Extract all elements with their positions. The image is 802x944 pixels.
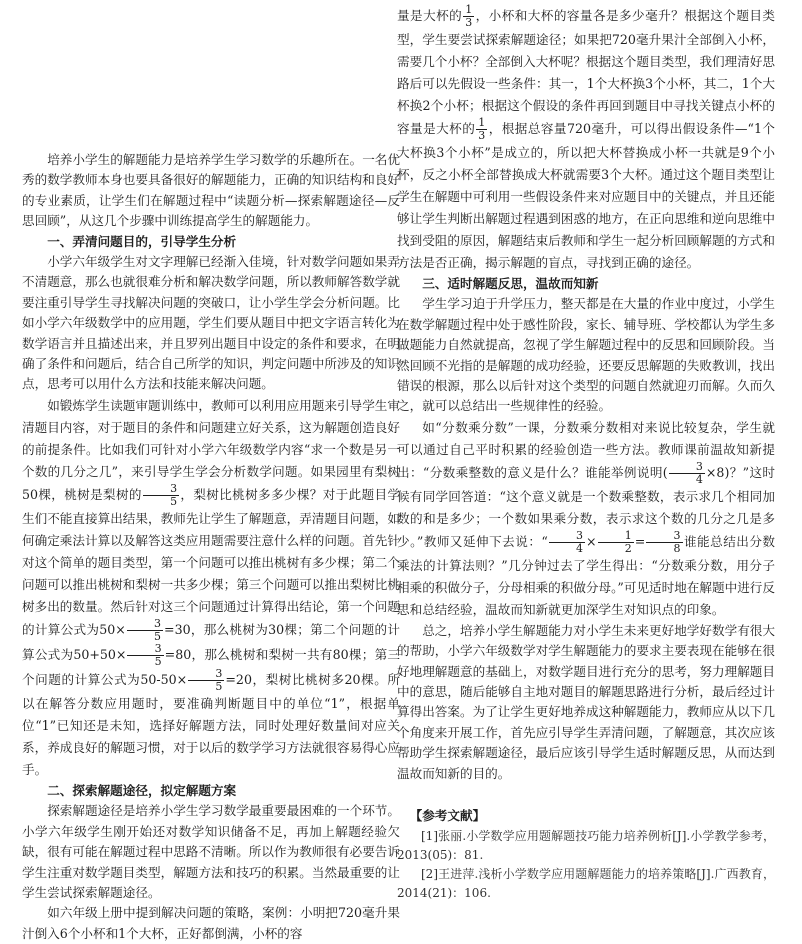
lesson-text-e: 谁能总结出分数乘法的计算法则？”几分钟过去了学生得出：“分数乘分数，用分子相乘的积做分子，分母相乘的积做分母。”可见适时地在解题中进行反思和总结经验，温故而知新就更加深学生对知识点的印象。 (397, 533, 776, 617)
section-heading-3: 三、适时解题反思，温故而知新 (422, 276, 599, 291)
reference-2: [2]王进萍.浅析小学数学应用题解题能力的培养策略[J].广西教育，2014(21)：106. (397, 866, 775, 900)
fraction-3-5: $\frac{3}{5}$ (127, 643, 163, 668)
case-text-b: ，小杯和大杯的容量各是多少毫升？根据这个题目类型，学生要尝试探索解题途径；如果把720毫升果汁全部倒入小杯，需要几个小杯？全部倒入大杯呢？根据这个题目类型，我们理清好思路后可以先假设一些条件：其一，1个大杯换3个小杯，其二，1个大杯换2个小杯；根据这个假设的条件再回到题目中寻找关键点小杯的容量是大杯的 (397, 8, 776, 136)
example-text-e: =20，梨树比桃树多20棵。所以在解答分数应用题时，要准确判断题目中的单位“1”，根据单位“1”已知还是未知，选择好解题方法，同时处理好数量间对应关系，养成良好的解题习惯，对于以后的数学学习方法就很容易得心应手。 (22, 671, 400, 777)
case-text-c: ，根据总容量720毫升，可以得出假设条件—“1个大杯换3个小杯”是成立的，所以把大杯替换成小杯一共就是9个小杯，反之小杯全部替换成大杯就需要3个大杯。通过这个题目类型让学生在解题中可利用一些假设条件来对应题目中的关键点，并且还能够让学生判断出解题过程遇到困惑的地方，在正向思维和逆向思维中找到受阻的原因，解题结束后教师和学生一起分析回顾解题的方式和方法是否正确，揭示解题的盲点，寻找到正确的途径。 (397, 121, 776, 270)
lesson-text-c: × (586, 533, 597, 549)
section-heading-2: 二、探索解题途径，拟定解题方案 (47, 782, 237, 798)
fraction-1-2: $\frac{1}{2}$ (598, 530, 634, 555)
spacer (397, 784, 775, 806)
example-paragraph (22, 395, 400, 781)
section3-paragraph: 学生学习迫于升学压力，整天都是在大量的作业中度过，小学生在数学解题过程中处于感性阶段，家长、辅导班、学校都认为学生多做题能力自然就提高，忽视了学生解题过程中的反思和回顾阶段。当然回顾不光指的是解题的成功经验，还要反思解题的失败教训，找出错误的根源，那么以后针对这个类型的问题自然就迎刃而解。久而久之，就可以总结出一些规律性的经验。 (397, 296, 775, 414)
fraction-3-4: $\frac{3}{4}$ (549, 530, 585, 555)
references-title: 【参考文献】 (409, 808, 486, 824)
section1-paragraph: 小学六年级学生对文字理解已经渐入佳境，针对数学问题如果弄不清题意，那么也就很难分析和解决数学问题，所以教师解答数学就要注重引导学生寻找解决问题的突破口，让小学生学会分析问题。比如小学六年级数学中的应用题，学生们要从题目中把文字语言转化为数学语言并且描述出来，并且罗列出题目中设定的条件和要求，在明确了条件和问题后，结合自己所学的知识，判定问题中所涉及的知识点，思考可以用什么方法和技能来解决问题。 (22, 254, 400, 392)
lesson-text-d: = (634, 533, 646, 549)
example-text-a: 如锻炼学生读题审题训练中，教师可以利用应用题来引导学生审清题目内容，对于题目的条件和问题建立好关系，这为解题创造良好的前提条件。比如我们可针对小学六年级数学内容“求一个数是另一个数的几分之几”，来引导学生学会分析数学问题。如果园里有梨树50棵，桃树是梨树的 (22, 397, 400, 502)
fraction-3-5: $\frac{3}{5}$ (143, 483, 179, 508)
fraction-3-4: $\frac{3}{4}$ (669, 461, 705, 486)
example-text-b: ，梨树比桃树多多少棵？对于此题目学生们不能直接算出结果，教师先让学生了解题意，弄清题目问题，如何确定乘法计算以及解答这类应用题需要注意什么样的问题。首先针对这个简单的题目类型，第一个问题可以推出桃树有多少棵；第二个问题可以推出桃树和梨树一共多少棵；第三个问题可以推出梨树比桃树多出的数量。然后针对这三个问题通过计算得出结论，第一个问题的计算公式为50× (22, 486, 400, 637)
fraction-3-8: $\frac{3}{8}$ (646, 530, 682, 555)
lesson-text-b: ×8)？”这时候有同学回答道：“这个意义就是一个数乘整数，表示求几个相同加数的和是多少；一个数如果乘分数，表示求这个数的几分之几是多少。”教师又延伸下去说：“ (397, 464, 775, 549)
right-column (397, 4, 775, 903)
lesson-text-a: 如“分数乘分数”一课，分数乘分数相对来说比较复杂，学生就可以通过自己平时积累的经验创造一些方法。教师课前温故知新提出：“分数乘整数的意义是什么？谁能举例说明( (397, 419, 775, 480)
reference-1: [1]张丽.小学数学应用题解题技巧能力培养例析[J].小学教学参考，2013(05)：81. (397, 828, 775, 862)
conclusion-paragraph: 总之，培养小学生解题能力对小学生未来更好地学好数学有很大的帮助，小学六年级数学对学生解题能力的要求主要表现在能够在很好地理解题意的基础上，对数学题目进行充分的思考，努力理解题目中的意思，随后能够自主地对题目的解题思路进行分析，最后经过计算得出答案。为了让学生更好地养成这种解题能力，教师应从以下几个角度来开展工作，首先应引导学生弄清问题，了解题意，其次应该帮助学生探索解题途径，最后应该引导学生适时解题反思，从而达到温故而知新的目的。 (397, 622, 775, 781)
case-text-a: 量是大杯的 (397, 8, 463, 23)
fraction-3-5: $\frac{3}{5}$ (127, 618, 163, 643)
fraction-lesson-paragraph (397, 417, 775, 621)
section2-paragraph: 探索解题途径是培养小学生学习数学最重要最困难的一个环节。小学六年级学生刚开始还对数学知识储备不足，再加上解题经验欠缺，很有可能在解题过程中思路不清晰。所以作为教师很有必要告诉学生注重对数学题目类型，解题方法和技巧的积累。当然最重要的让学生尝试探索解题途径。 (22, 803, 400, 900)
example-text-c: =30，那么桃树为30棵；第二个问题的计算公式为50+50× (22, 621, 401, 662)
example-text-d: =80，那么桃树和梨树一共有80棵；第三个问题的计算公式为50-50× (22, 646, 400, 687)
case-paragraph: 如六年级上册中提到解决问题的策略，案例：小明把720毫升果汁倒入6个小杯和1个大杯，正好都倒满，小杯的容 (22, 905, 400, 941)
fraction-1-3: $\frac{1}{3}$ (465, 3, 473, 29)
section-heading-1: 一、弄清问题目的，引导学生分析 (47, 233, 237, 249)
case-continued-paragraph (397, 4, 775, 274)
fraction-1-3: $\frac{1}{3}$ (478, 116, 486, 142)
left-column (22, 150, 400, 944)
fraction-3-5: $\frac{3}{5}$ (188, 668, 224, 693)
intro-paragraph: 培养小学生的解题能力是培养学生学习数学的乐趣所在。一名优秀的数学教师本身也要具备很好的解题能力，正确的知识结构和良好的专业素质，让学生们在解题过程中“读题分析—探索解题途径—反思回顾”，从这几个步骤中训练提高学生的解题能力。 (22, 152, 400, 229)
